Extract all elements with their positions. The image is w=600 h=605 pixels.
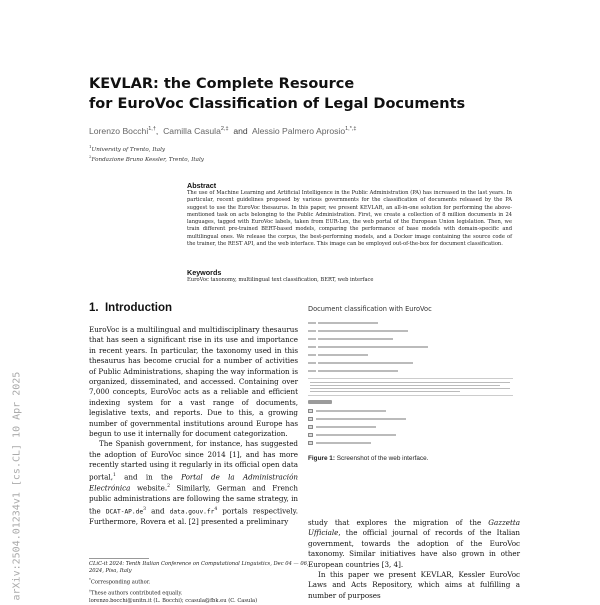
- figure-caption-label: Figure 1:: [308, 455, 335, 462]
- paragraph: EuroVoc is a multilingual and multidisciplinary thesaurus that has seen a significant rise in its use and importance in recent years. In particular, the taxonomy used in this thesaurus has become crucial for a number of activities of Public Administrations, shaping the way information is organized, disseminated, and accessed. Containing over 7,000 concepts, EuroVoc acts as a reliable and efficient indexing system for a vast range of documents, legislative texts, and reports. Due to this, a growing number of governmental institutions around Europe has begun to use it internally for document categorization.: [89, 325, 298, 439]
- author-marks: 1,†: [148, 126, 156, 133]
- figure-caption: [308, 455, 428, 462]
- figure-title: Document classification with EuroVoc: [308, 305, 432, 313]
- footnote-mark: 3: [143, 506, 146, 512]
- author-name: Camilla Casula: [163, 126, 221, 136]
- right-column-body: [308, 518, 520, 601]
- author-and: and: [233, 126, 248, 136]
- section-heading: [89, 302, 172, 314]
- text-run: , the official journal of records of the Italian government, towards the adoption of the EuroVoc taxonomy. Similar initiatives have also grown in other European countries [3, 4].: [308, 528, 520, 569]
- arxiv-stamp-text: arXiv:2504.01234v1 [cs.CL] 10 Apr 2025: [11, 371, 23, 601]
- footnote-mark: 1: [112, 472, 116, 478]
- portal-url: data.gouv.fr: [169, 508, 215, 516]
- corresponding-footnote: Corresponding author.: [90, 579, 151, 586]
- paper-title-line-2: for EuroVoc Classification of Legal Documents: [89, 96, 466, 112]
- text-run: website.: [130, 483, 168, 493]
- text-run: portals respectively. Furthermore, Rovera et al. [2] presented a preliminary: [89, 506, 298, 527]
- section-title: Introduction: [104, 302, 173, 314]
- author-list: [89, 126, 529, 136]
- equal-contribution-footnote: These authors contributed equally.: [90, 590, 183, 597]
- text-run: and in the: [115, 472, 182, 482]
- footnote-mark: 4: [214, 506, 218, 512]
- affiliation-mark: 1: [89, 144, 92, 149]
- left-column-body: [89, 325, 298, 528]
- affiliation: [89, 154, 389, 163]
- paper-title-line-1: KEVLAR: the Complete Resource: [89, 76, 355, 92]
- author-marks: 1,*,‡: [345, 126, 357, 133]
- text-run: Similarly, German and French public administrations are following the same strategy, in the: [89, 483, 298, 516]
- keywords-heading: Keywords: [187, 268, 222, 277]
- footnote-mark: 2: [167, 484, 171, 490]
- section-number: 1.: [89, 302, 99, 314]
- portal-url: DCAT-AP.de: [105, 508, 144, 516]
- author-marks: 2,‡: [220, 126, 229, 133]
- figure-web-interface: [308, 305, 520, 445]
- author-name: Alessio Palmero Aprosio: [251, 126, 346, 136]
- affiliation-text: University of Trento, Italy: [91, 146, 166, 153]
- abstract-heading: Abstract: [187, 181, 217, 190]
- keywords-text: EuroVoc taxonomy, multilingual text classification, BERT, web interface: [187, 277, 374, 283]
- affiliation: [89, 144, 389, 153]
- author-name: Lorenzo Bocchi: [89, 126, 149, 136]
- abstract-text: The use of Machine Learning and Artificial Intelligence in the Public Administration (PA) has increased in the last years. In particular, recent guidelines proposed by various governments for the classification of documents released by the PA suggest to use the EuroVoc thesaurus. In this paper, we present KEVLAR, an all-in-one solution for performing the above-mentioned task on acts belonging to the Public Administration. First, we create a collection of 8 million documents in 24 languages, tagged with EuroVoc labels, taken from EUR-Lex, the web portal of the European Union legislation. Then, we train different pre-trained BERT-based models, comparing the performance of base models with domain-specific and multilingual ones. We release the corpus, the best-performing models, and a Docker image containing the source code of the trainer, the REST API, and the web interface. This image can be employed out-of-the-box for document classification.: [187, 190, 512, 248]
- classify-button: [308, 400, 332, 404]
- contact-footnote: lorenzo.bocchi@unitn.it (L. Bocchi); ccasula@fbk.eu (C. Casula): [89, 597, 258, 604]
- affiliation-text: Fondazione Bruno Kessler, Trento, Italy: [91, 156, 204, 163]
- affiliation-mark: 2: [89, 154, 92, 159]
- author-separator: ,: [155, 126, 159, 136]
- paragraph: [308, 518, 520, 570]
- figure-caption-text: Screenshot of the web interface.: [336, 455, 429, 462]
- footnotes: CLiC-it 2024: Tenth Italian Conference on Computational Linguistics, Dec 04 — 06, 2024, Pisa, Italy *Corresponding author. †These authors contributed equally. lorenzo.bocchi@unitn.it (L. Bocchi); ccasula@fbk.eu (C. Casula): [89, 561, 309, 604]
- paragraph: In this paper we present KEVLAR, Kessler EuroVoc Laws and Acts Repository, which aims at fulfilling a number of purposes: [308, 570, 520, 600]
- footnote-rule: [89, 558, 149, 559]
- paper-title: [89, 74, 509, 114]
- portal-name: Portal de la Administración Electrónica: [89, 472, 298, 493]
- venue-footnote: CLiC-it 2024: Tenth Italian Conference on Computational Linguistics, Dec 04 — 06, 2024, Pisa, Italy: [89, 561, 309, 575]
- text-run: and: [145, 506, 170, 516]
- arxiv-stamp: [0, 330, 26, 600]
- text-run: The Spanish government, for instance, has suggested the adoption of EuroVoc since 2014 [1], and has more recently started using it regularly in its official open data portal,: [89, 439, 298, 482]
- text-run: study that explores the migration of the: [308, 518, 489, 527]
- journal-name: Gazzetta Ufficiale: [308, 518, 520, 538]
- paragraph: [89, 439, 298, 527]
